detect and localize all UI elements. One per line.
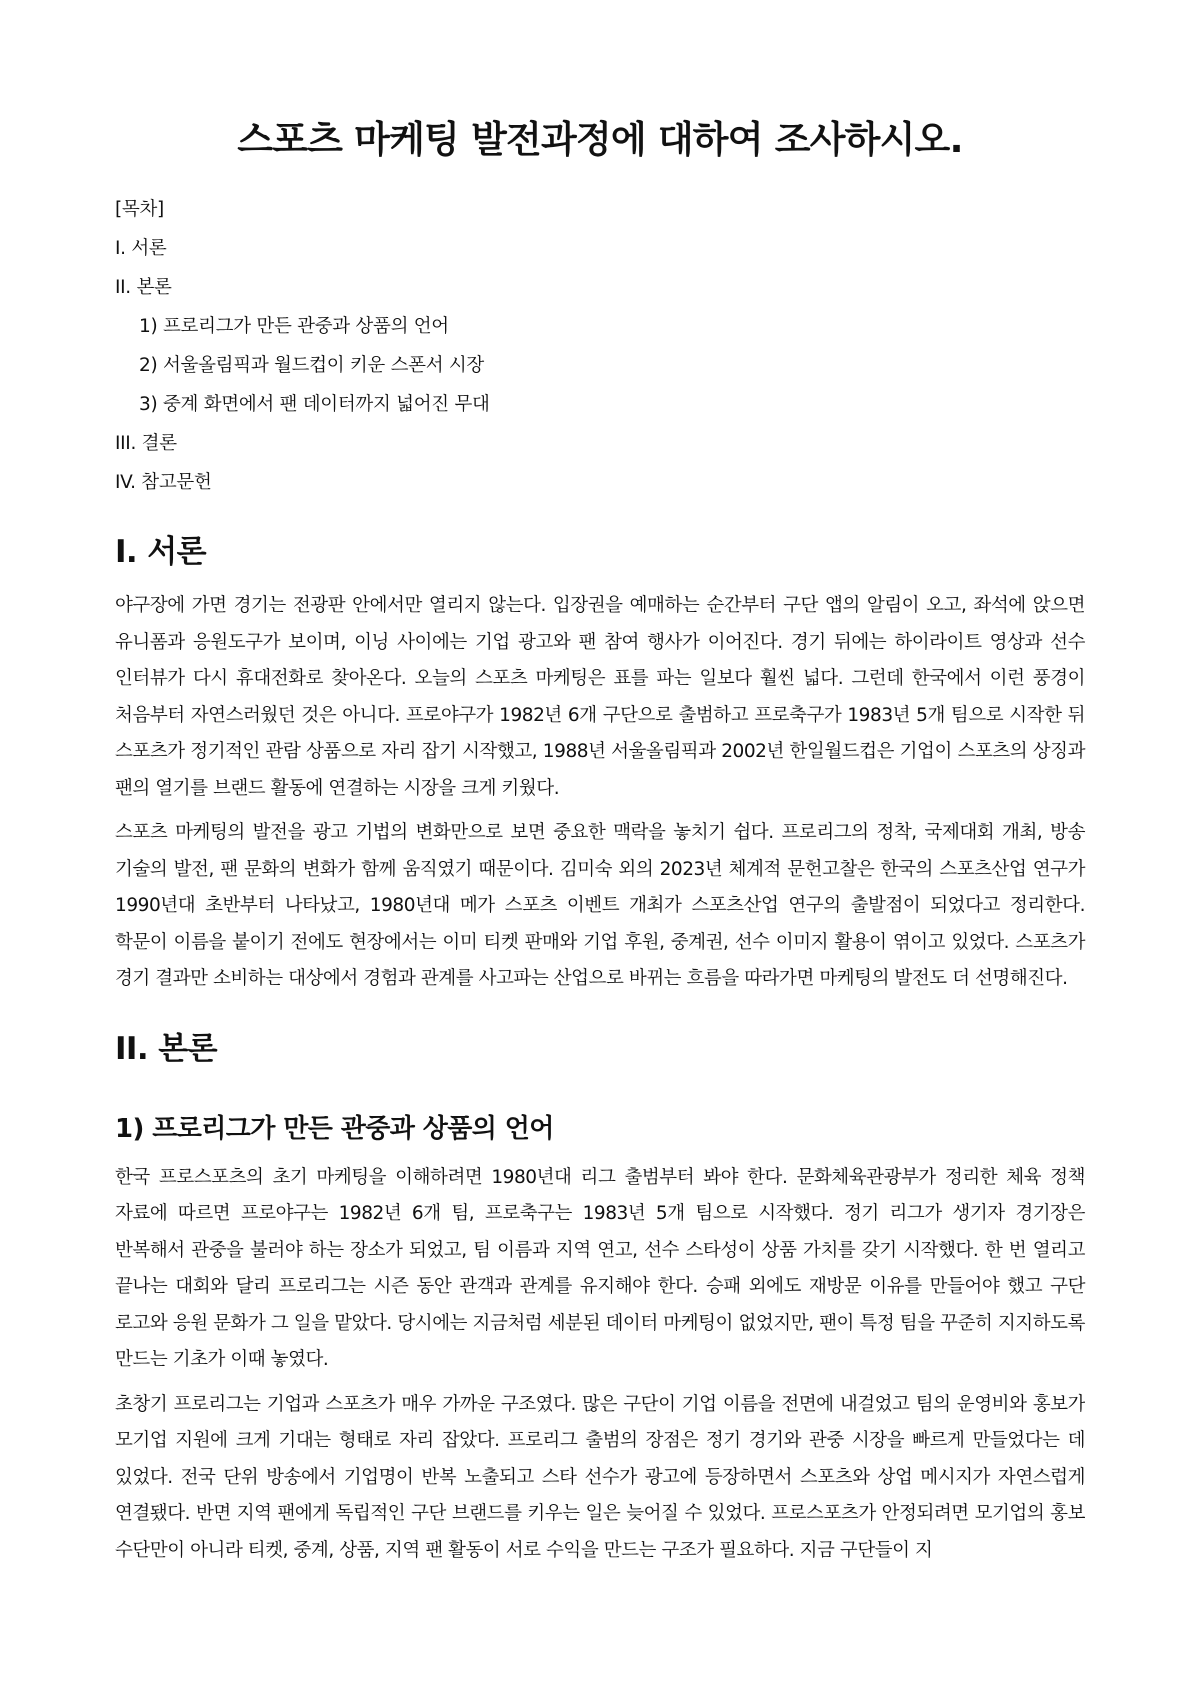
table-of-contents (115, 190, 1085, 502)
paragraph: 초창기 프로리그는 기업과 스포츠가 매우 가까운 구조였다. 많은 구단이 기업 이름을 전면에 내걸었고 팀의 운영비와 홍보가 모기업 지원에 크게 기대는 형태로 자리 잡았다. 프로리그 출범의 장점은 정기 경기와 관중 시장을 빠르게 만들었다는 데 있었다. 전국 단위 방송에서 기업명이 반복 노출되고 스타 선수가 광고에 등장하면서 스포츠와 상업 메시지가 자연스럽게 연결됐다. 반면 지역 팬에게 독립적인 구단 브랜드를 키우는 일은 늦어질 수 있었다. 프로스포츠가 안정되려면 모기업의 홍보 수단만이 아니라 티켓, 중계, 상품, 지역 팬 활동이 서로 수익을 만드는 구조가 필요하다. 지금 구단들이 지 (115, 1393, 1085, 1561)
toc-item: II. 본론 (115, 277, 172, 298)
introduction-heading: I. 서론 (115, 534, 206, 570)
toc-subitem: 2) 서울올림픽과 월드컵이 키운 스폰서 시장 (139, 355, 484, 376)
paragraph: 야구장에 가면 경기는 전광판 안에서만 열리지 않는다. 입장권을 예매하는 순간부터 구단 앱의 알림이 오고, 좌석에 앉으면 유니폼과 응원도구가 보이며, 이닝 사이에는 기업 광고와 팬 참여 행사가 이어진다. 경기 뒤에는 하이라이트 영상과 선수 인터뷰가 다시 휴대전화로 찾아온다. 오늘의 스포츠 마케팅은 표를 파는 일보다 훨씬 넓다. 그런데 한국에서 이런 풍경이 처음부터 자연스러웠던 것은 아니다. 프로야구가 1982년 6개 구단으로 출범하고 프로축구가 1983년 5개 팀으로 시작한 뒤 스포츠가 정기적인 관람 상품으로 자리 잡기 시작했고, 1988년 서울올림픽과 2002년 한일월드컵은 기업이 스포츠의 상징과 팬의 열기를 브랜드 활동에 연결하는 시장을 크게 키웠다. (115, 595, 1085, 799)
paragraph: 한국 프로스포츠의 초기 마케팅을 이해하려면 1980년대 리그 출범부터 봐야 한다. 문화체육관광부가 정리한 체육 정책 자료에 따르면 프로야구는 1982년 6개 팀, 프로축구는 1983년 5개 팀으로 시작했다. 정기 리그가 생기자 경기장은 반복해서 관중을 불러야 하는 장소가 되었고, 팀 이름과 지역 연고, 선수 스타성이 상품 가치를 갖기 시작했다. 한 번 열리고 끝나는 대회와 달리 프로리그는 시즌 동안 관객과 관계를 유지해야 한다. 승패 외에도 재방문 이유를 만들어야 했고 구단 로고와 응원 문화가 그 일을 맡았다. 당시에는 지금처럼 세분된 데이터 마케팅이 없었지만, 팬이 특정 팀을 꾸준히 지지하도록 만드는 기초가 이때 놓였다. (115, 1166, 1085, 1370)
section-heading: 1) 프로리그가 만든 관중과 상품의 언어 (115, 1113, 554, 1144)
toc-subitem: 3) 중계 화면에서 팬 데이터까지 넓어진 무대 (139, 394, 490, 415)
toc-item: III. 결론 (115, 433, 177, 454)
body-heading: II. 본론 (115, 1030, 217, 1067)
toc-heading: [목차] (115, 199, 164, 220)
document-title: 스포츠 마케팅 발전과정에 대하여 조사하시오. (237, 118, 963, 161)
toc-item: I. 서론 (115, 238, 167, 259)
paragraph: 스포츠 마케팅의 발전을 광고 기법의 변화만으로 보면 중요한 맥락을 놓치기 쉽다. 프로리그의 정착, 국제대회 개최, 방송 기술의 발전, 팬 문화의 변화가 함께 움직였기 때문이다. 김미숙 외의 2023년 체계적 문헌고찰은 한국의 스포츠산업 연구가 1990년대 초반부터 나타났고, 1980년대 메가 스포츠 이벤트 개최가 스포츠산업 연구의 출발점이 되었다고 정리한다. 학문이 이름을 붙이기 전에도 현장에서는 이미 티켓 판매와 기업 후원, 중계권, 선수 이미지 활용이 엮이고 있었다. 스포츠가 경기 결과만 소비하는 대상에서 경험과 관계를 사고파는 산업으로 바뀌는 흐름을 따라가면 마케팅의 발전도 더 선명해진다. (115, 822, 1085, 989)
toc-item: IV. 참고문헌 (115, 472, 212, 493)
toc-subitem: 1) 프로리그가 만든 관중과 상품의 언어 (139, 316, 449, 337)
